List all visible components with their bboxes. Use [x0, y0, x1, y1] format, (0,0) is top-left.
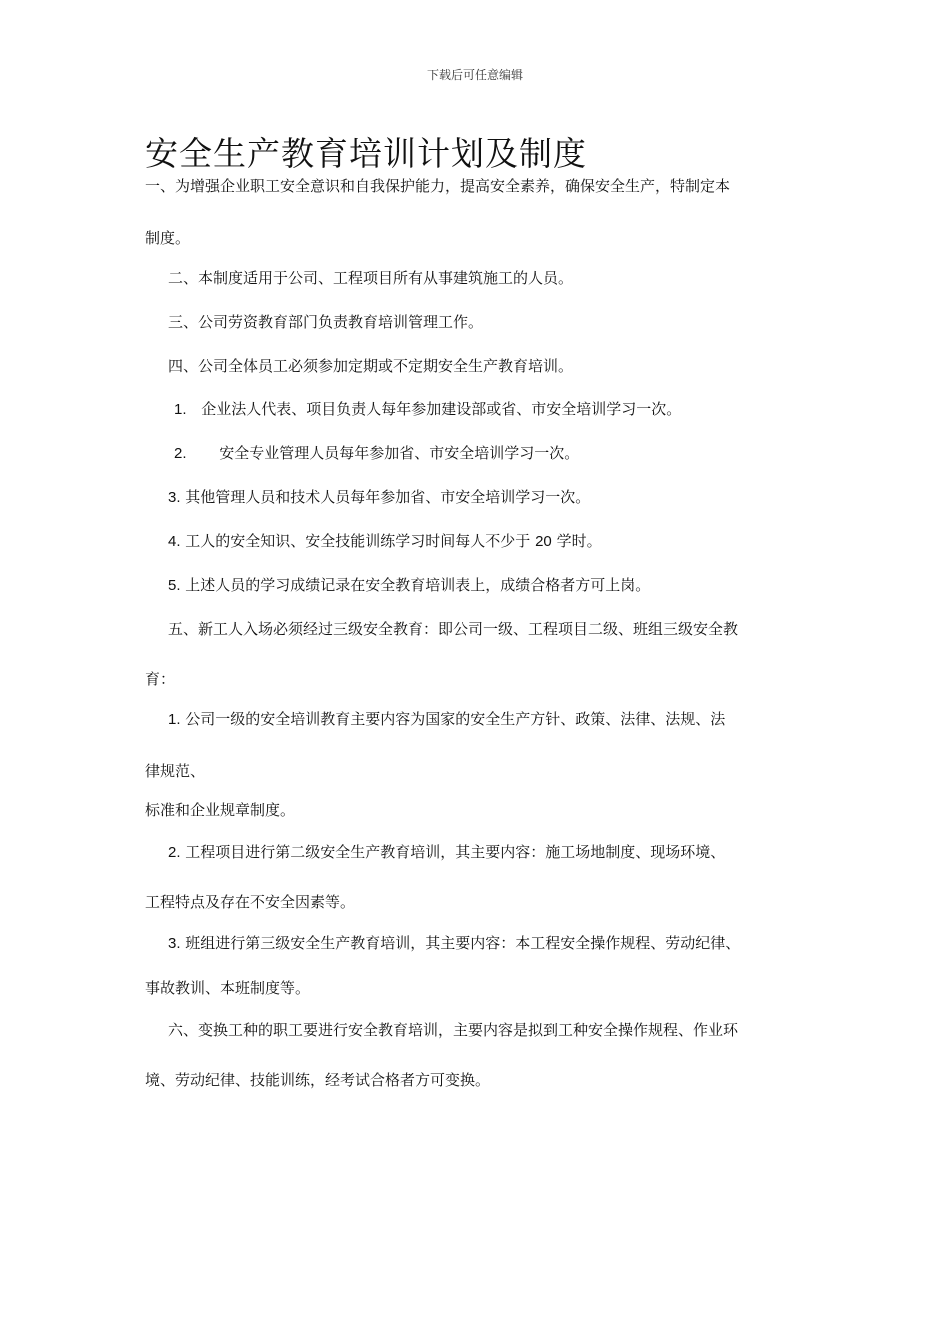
list-item-5-1-line-2: 律规范、 [145, 762, 206, 780]
list-item-text: 工人的安全知识、安全技能训练学习时间每人不少于 [185, 532, 531, 550]
list-number: 1. [168, 711, 181, 728]
paragraph-6-line-2: 境、劳动纪律、技能训练，经考试合格者方可变换。 [145, 1071, 491, 1089]
list-item-text: 班组进行第三级安全生产教育培训，其主要内容：本工程安全操作规程、劳动纪律、 [185, 934, 741, 952]
paragraph-4: 四、公司全体员工必须参加定期或不定期安全生产教育培训。 [168, 357, 574, 375]
list-item-5-1-line-3: 标准和企业规章制度。 [145, 801, 296, 819]
list-item-text: 上述人员的学习成绩记录在安全教育培训表上，成绩合格者方可上岗。 [185, 576, 651, 594]
list-number: 1. [174, 401, 187, 418]
paragraph-5-line-2: 育： [145, 670, 176, 688]
paragraph-5-line-1: 五、新工人入场必须经过三级安全教育：即公司一级、工程项目二级、班组三级安全教 [168, 620, 739, 638]
list-number: 4. [168, 533, 181, 550]
list-number: 5. [168, 577, 181, 594]
list-number: 2. [168, 844, 181, 861]
list-item-text: 公司一级的安全培训教育主要内容为国家的安全生产方针、政策、法律、法规、法 [185, 710, 726, 728]
list-item-text: 工程项目进行第二级安全生产教育培训，其主要内容：施工场地制度、现场环境、 [185, 843, 726, 861]
paragraph-3: 三、公司劳资教育部门负责教育培训管理工作。 [168, 313, 484, 331]
paragraph-6-line-1: 六、变换工种的职工要进行安全教育培训，主要内容是拟到工种安全操作规程、作业环 [168, 1021, 739, 1039]
hours-value: 20 [535, 533, 552, 550]
list-number: 3. [168, 489, 181, 506]
list-item-4-3 [168, 487, 590, 508]
header-note: 下载后可任意编辑 [426, 68, 523, 82]
list-item-5-1-line-1 [168, 709, 725, 730]
list-item-5-3-line-2: 事故教训、本班制度等。 [145, 979, 311, 997]
list-item-text-end: 学时。 [556, 532, 602, 550]
list-item-text: 其他管理人员和技术人员每年参加省、市安全培训学习一次。 [185, 488, 591, 506]
list-item-4-2 [174, 443, 579, 464]
paragraph-2: 二、本制度适用于公司、工程项目所有从事建筑施工的人员。 [168, 269, 574, 287]
list-item-5-2-line-1 [168, 842, 725, 863]
list-item-text: 安全专业管理人员每年参加省、市安全培训学习一次。 [219, 444, 580, 462]
list-item-text: 企业法人代表、项目负责人每年参加建设部或省、市安全培训学习一次。 [201, 400, 682, 418]
list-item-4-5 [168, 575, 650, 596]
paragraph-1-line-2: 制度。 [145, 229, 191, 247]
list-number: 2. [174, 445, 187, 462]
list-item-5-2-line-2: 工程特点及存在不安全因素等。 [145, 893, 356, 911]
list-number: 3. [168, 935, 181, 952]
page-title: 安全生产教育培训计划及制度 [145, 134, 587, 173]
paragraph-1-line-1: 一、为增强企业职工安全意识和自我保护能力，提高安全素养，确保安全生产，特制定本 [145, 177, 731, 195]
list-item-5-3-line-1 [168, 933, 740, 954]
list-item-4-4 [168, 531, 602, 552]
list-item-4-1 [174, 399, 681, 420]
